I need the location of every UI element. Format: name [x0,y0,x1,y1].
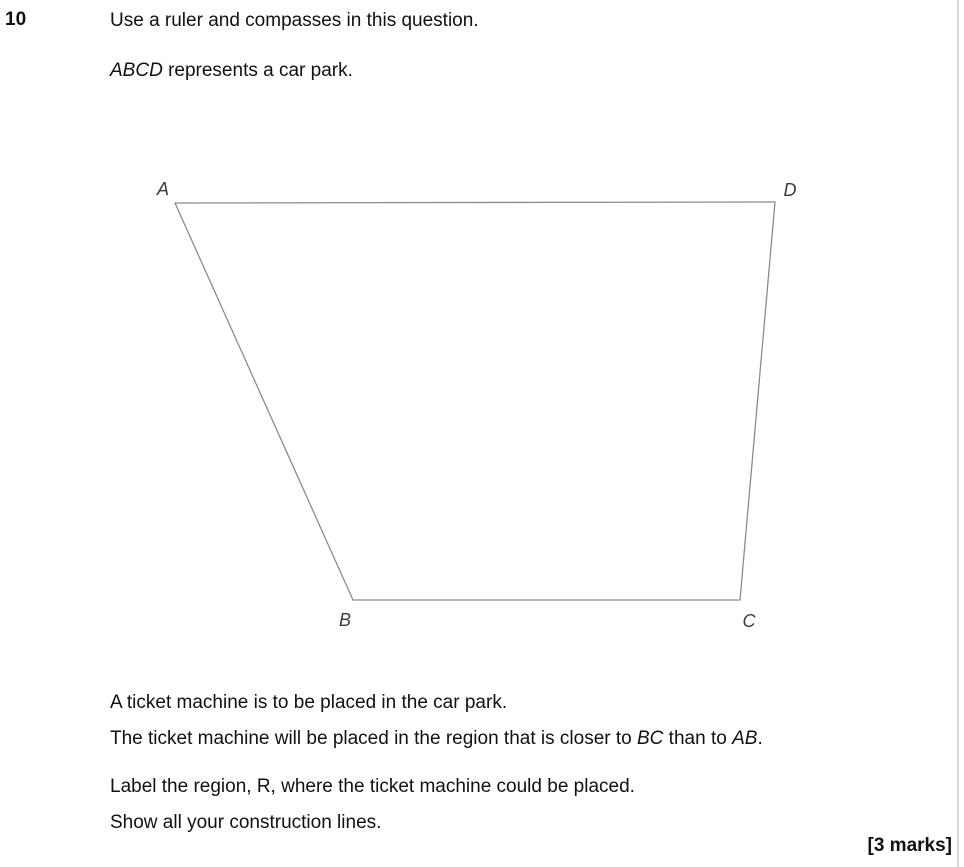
shape-name: ABCD [110,60,163,81]
vertex-label-d: D [783,180,797,200]
page-edge-line [957,0,959,867]
marks-label: [3 marks] [867,835,952,856]
quadrilateral-abcd [175,202,775,600]
line2-mid: than to [663,728,733,749]
body-text-line1: A ticket machine is to be placed in the car park. [110,692,508,713]
body-text-line4: Show all your construction lines. [110,812,382,833]
instruction-text: Use a ruler and compasses in this question. [110,10,479,31]
line2-post: . [757,728,763,749]
vertex-label-b: B [338,610,352,630]
question-number: 10 [5,9,27,30]
shape-description-text: represents a car park. [162,60,353,81]
vertex-label-a: A [156,179,170,199]
segment-ab: AB [732,728,758,749]
line2-pre: The ticket machine will be placed in the region that is closer to [110,728,637,749]
vertex-label-c: C [742,611,756,631]
body-text-line3: Label the region, R, where the ticket machine could be placed. [110,776,635,797]
segment-bc: BC [637,728,664,749]
body-text-line2 [110,727,763,751]
